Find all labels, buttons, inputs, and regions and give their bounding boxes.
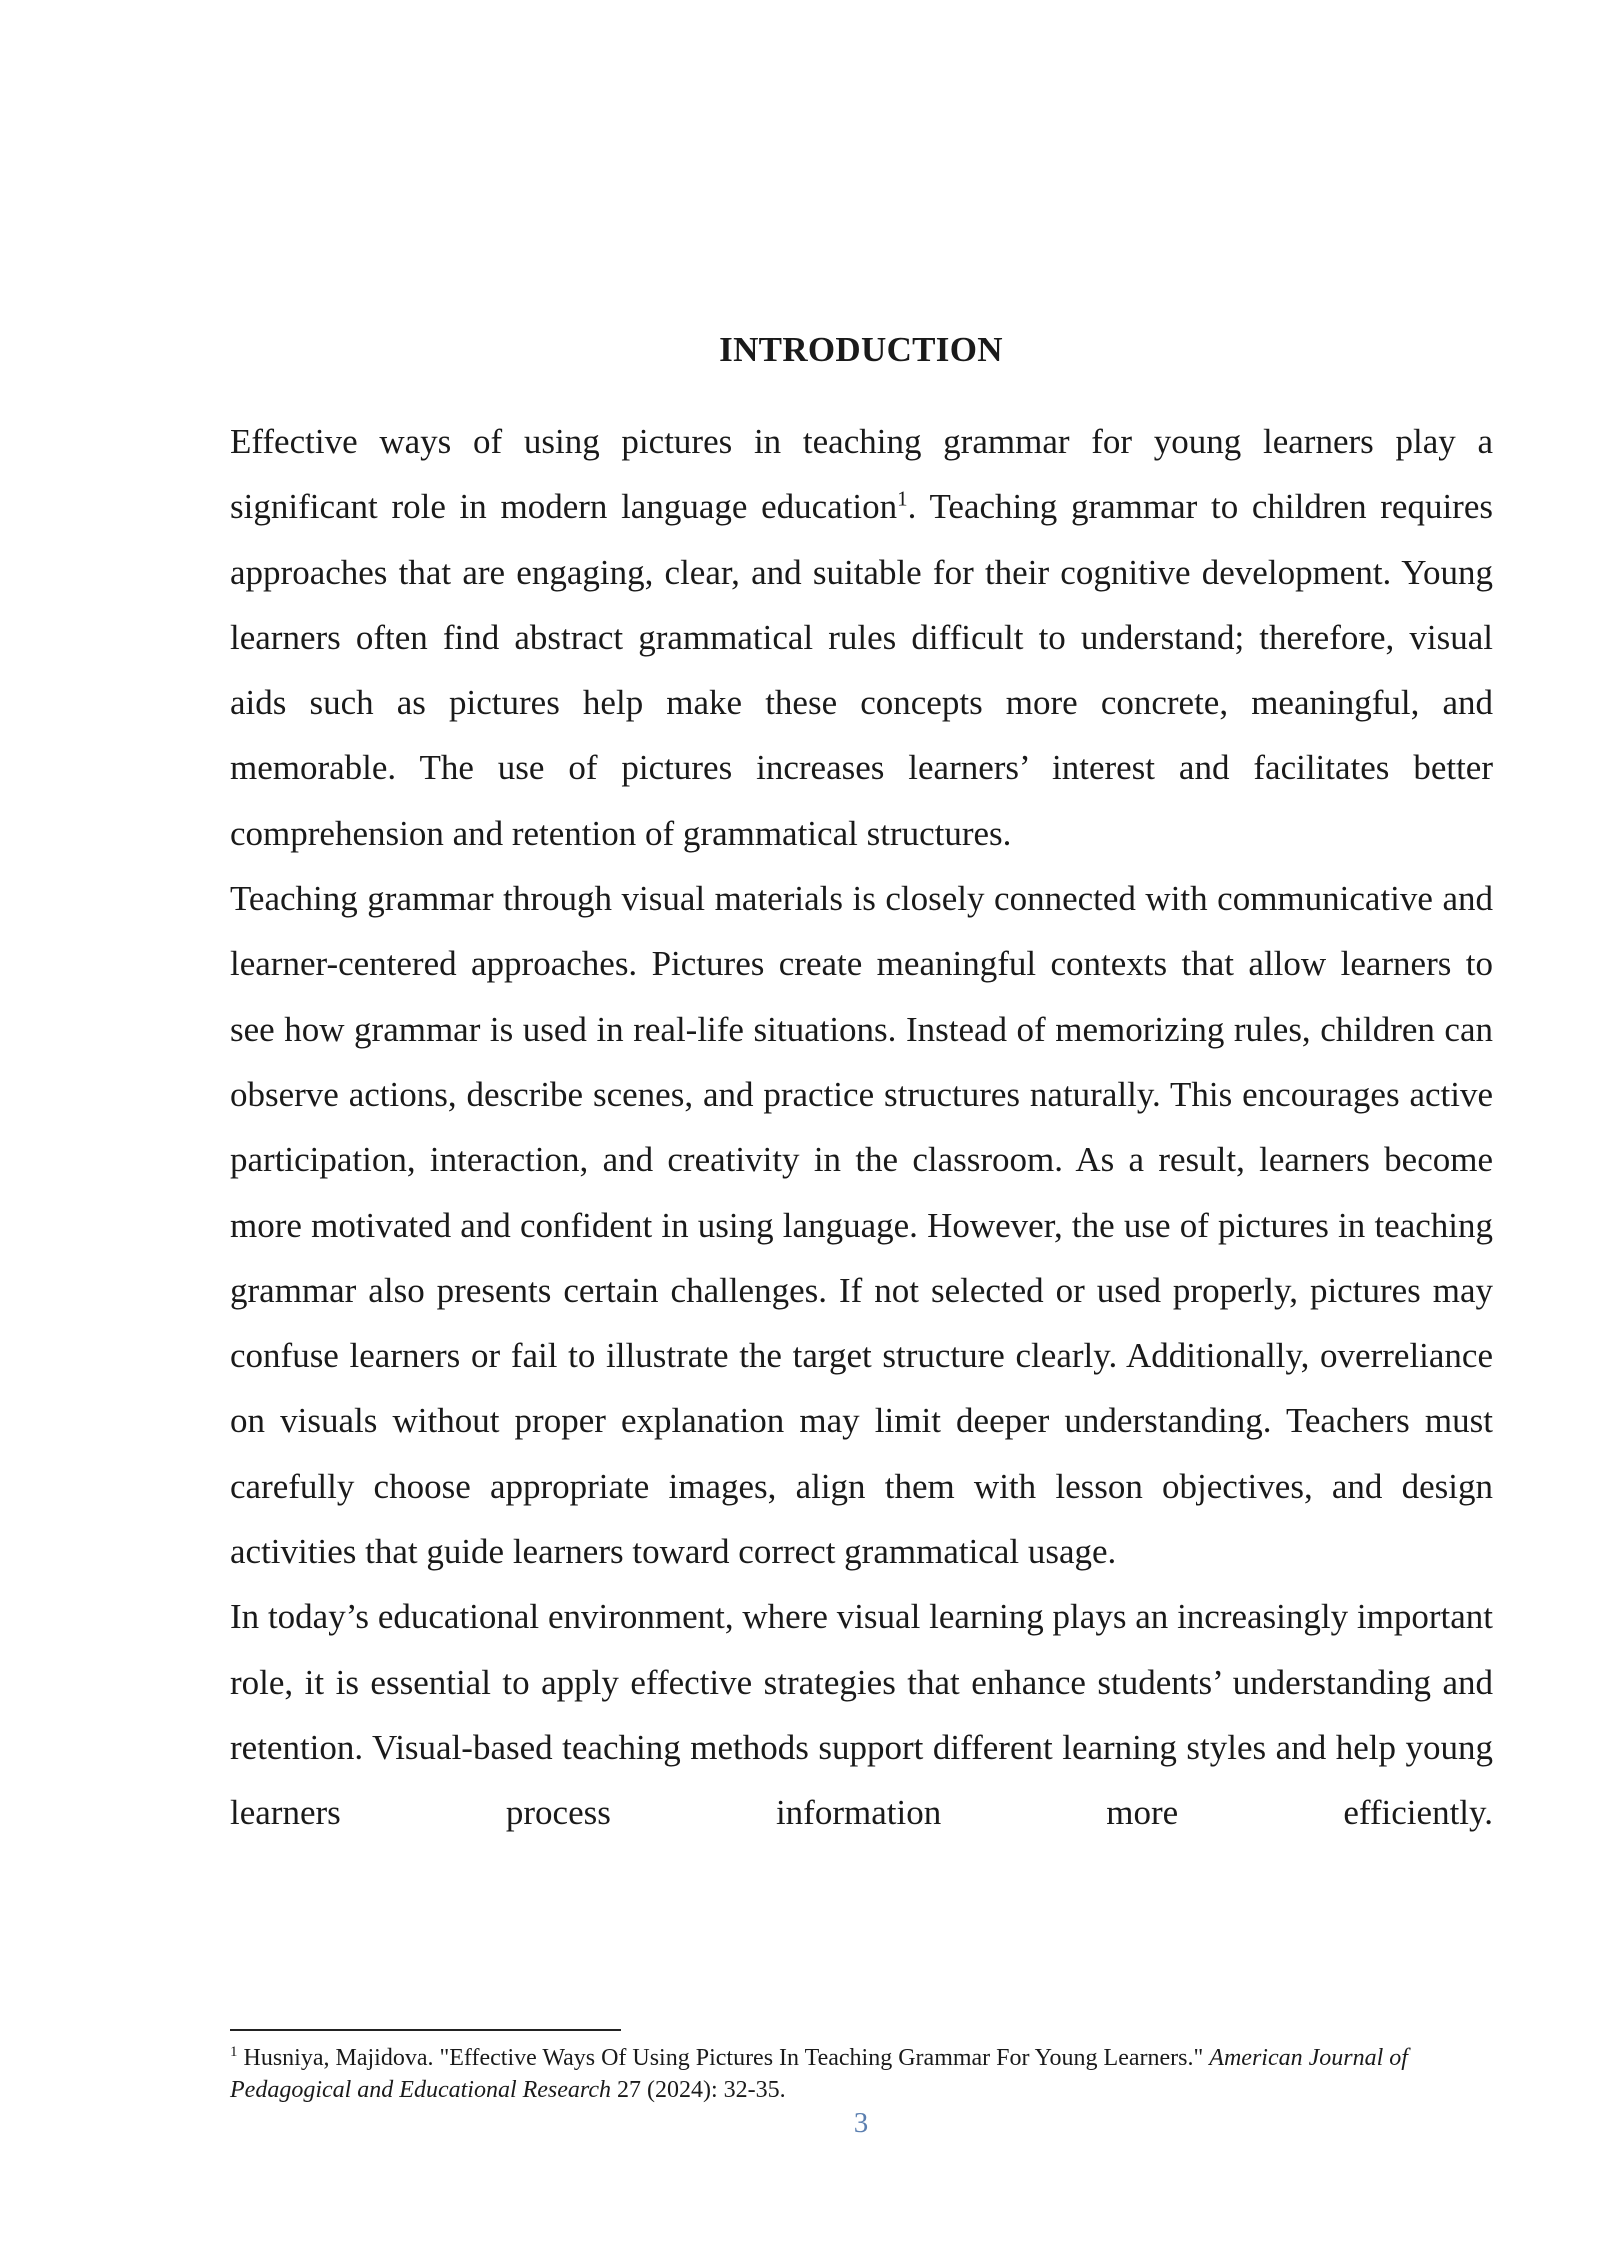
footnote-details: 27 (2024): 32-35. [611,2077,786,2103]
paragraph-1-text-cont: . Teaching grammar to children requires approaches that are engaging, clear, and suitable for their cognitive development. Young learners often find abstract grammatical rules difficult to understand; therefore, visual aids such as pictures help make these concepts more concrete, meaningful, and memorable. The use of pictures increases learners’ interest and facilitates better comprehension and retention of grammatical structures. [230,487,1493,853]
paragraph-1-text: Effective ways of using pictures in teaching grammar for young learners play a significant role in modern language education [230,422,1493,527]
footnote-reference[interactable]: 1 [897,486,908,511]
section-heading: INTRODUCTION [719,330,1003,369]
footnote-journal: American Journal of Pedagogical and Educational Research [230,2045,1408,2103]
body-text [230,409,1493,1846]
footnote-separator [230,2029,621,2031]
footnote [230,2042,1493,2106]
footnote-text: Husniya, Majidova. "Effective Ways Of Using Pictures In Teaching Grammar For Young Learners." [237,2045,1210,2071]
paragraph-1 [230,409,1493,866]
page-number: 3 [853,2107,869,2139]
paragraph-2: Teaching grammar through visual materials is closely connected with communicative and learner-centered approaches. Pictures create meaningful contexts that allow learners to see how grammar is used in real-life situations. Instead of memorizing rules, children can observe actions, describe scenes, and practice structures naturally. This encourages active participation, interaction, and creativity in the classroom. As a result, learners become more motivated and confident in using language. However, the use of pictures in teaching grammar also presents certain challenges. If not selected or used properly, pictures may confuse learners or fail to illustrate the target structure clearly. Additionally, overreliance on visuals without proper explanation may limit deeper understanding. Teachers must carefully choose appropriate images, align them with lesson objectives, and design activities that guide learners toward correct grammatical usage. [230,879,1493,1572]
paragraph-3: In today’s educational environment, where visual learning plays an increasingly important role, it is essential to apply effective strategies that enhance students’ understanding and retention. Visual-based teaching methods support different learning styles and help young learners process information more efficiently. [230,1597,1493,1833]
footnote-number: 1 [230,2044,238,2060]
